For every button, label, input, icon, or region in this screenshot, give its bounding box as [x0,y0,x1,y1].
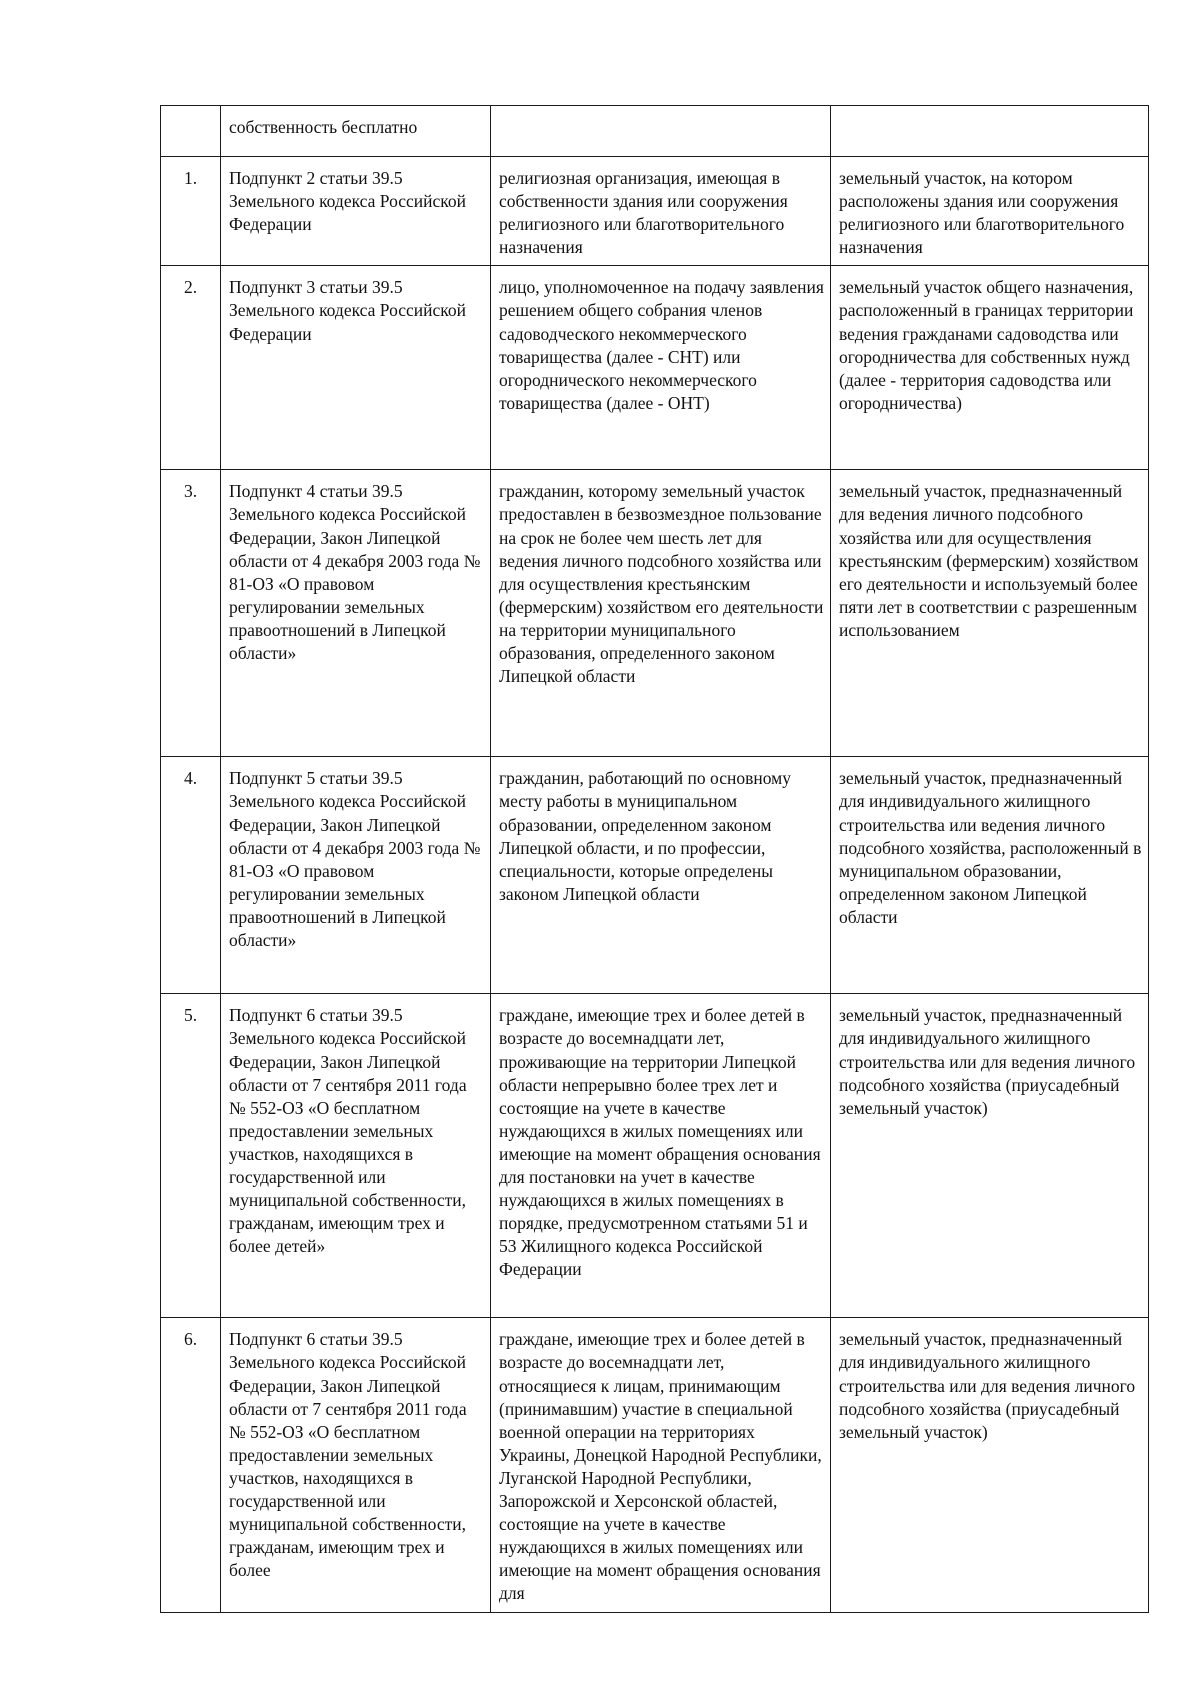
land-allocation-table [160,105,1149,1613]
basis-cell: Подпункт 5 статьи 39.5 Земельного кодекса Российской Федерации, Закон Липецкой области от 4 декабря 2003 года № 81-ОЗ «О правовом регулировании земельных правоотношений в Липецкой области» [221,757,491,994]
plot-cell: земельный участок, на котором расположены здания или сооружения религиозного или благотворительного назначения [831,157,1149,266]
row-number: 5. [161,994,221,1318]
table-row [161,1318,1149,1612]
recipient-cell [491,106,831,157]
basis-cell: Подпункт 6 статьи 39.5 Земельного кодекса Российской Федерации, Закон Липецкой области от 7 сентября 2011 года № 552-ОЗ «О бесплатном предоставлении земельных участков, находящихся в государственной или муниципальной собственности, гражданам, имеющим трех и более детей» [221,994,491,1318]
row-number: 6. [161,1318,221,1612]
table-row [161,757,1149,994]
basis-cell: Подпункт 3 статьи 39.5 Земельного кодекса Российской Федерации [221,266,491,470]
table-row [161,994,1149,1318]
basis-cell: Подпункт 2 статьи 39.5 Земельного кодекса Российской Федерации [221,157,491,266]
table-row [161,157,1149,266]
row-number: 3. [161,470,221,757]
basis-cell: собственность бесплатно [221,106,491,157]
plot-cell: земельный участок, предназначенный для ведения личного подсобного хозяйства или для осуществления крестьянским (фермерским) хозяйством его деятельности и используемый более пяти лет в соответствии с разрешенным использованием [831,470,1149,757]
recipient-cell: гражданин, которому земельный участок предоставлен в безвозмездное пользование на срок не более чем шесть лет для ведения личного подсобного хозяйства или для осуществления крестьянским (фермерским) хозяйством его деятельности на территории муниципального образования, определенного законом Липецкой области [491,470,831,757]
table-row [161,266,1149,470]
recipient-cell: граждане, имеющие трех и более детей в возрасте до восемнадцати лет, относящиеся к лицам, принимающим (принимавшим) участие в специальной военной операции на территориях Украины, Донецкой Народной Республики, Луганской Народной Республики, Запорожской и Херсонской областей, состоящие на учете в качестве нуждающихся в жилых помещениях или имеющие на момент обращения основания для [491,1318,831,1612]
row-number: 1. [161,157,221,266]
plot-cell: земельный участок, предназначенный для индивидуального жилищного строительства или ведения личного подсобного хозяйства, расположенный в муниципальном образовании, определенном законом Липецкой области [831,757,1149,994]
recipient-cell: лицо, уполномоченное на подачу заявления решением общего собрания членов садоводческого некоммерческого товарищества (далее - СНТ) или огороднического некоммерческого товарищества (далее - ОНТ) [491,266,831,470]
recipient-cell: религиозная организация, имеющая в собственности здания или сооружения религиозного или благотворительного назначения [491,157,831,266]
table-row [161,470,1149,757]
row-number [161,106,221,157]
table-row [161,106,1149,157]
plot-cell [831,106,1149,157]
recipient-cell: гражданин, работающий по основному месту работы в муниципальном образовании, определенном законом Липецкой области, и по профессии, специальности, которые определены законом Липецкой области [491,757,831,994]
recipient-cell: граждане, имеющие трех и более детей в возрасте до восемнадцати лет, проживающие на территории Липецкой области непрерывно более трех лет и состоящие на учете в качестве нуждающихся в жилых помещениях или имеющие на момент обращения основания для постановки на учет в качестве нуждающихся в жилых помещениях в порядке, предусмотренном статьями 51 и 53 Жилищного кодекса Российской Федерации [491,994,831,1318]
basis-cell: Подпункт 6 статьи 39.5 Земельного кодекса Российской Федерации, Закон Липецкой области от 7 сентября 2011 года № 552-ОЗ «О бесплатном предоставлении земельных участков, находящихся в государственной или муниципальной собственности, гражданам, имеющим трех и более [221,1318,491,1612]
plot-cell: земельный участок общего назначения, расположенный в границах территории ведения гражданами садоводства или огородничества для собственных нужд (далее - территория садоводства или огородничества) [831,266,1149,470]
plot-cell: земельный участок, предназначенный для индивидуального жилищного строительства или для ведения личного подсобного хозяйства (приусадебный земельный участок) [831,1318,1149,1612]
row-number: 4. [161,757,221,994]
plot-cell: земельный участок, предназначенный для индивидуального жилищного строительства или для ведения личного подсобного хозяйства (приусадебный земельный участок) [831,994,1149,1318]
basis-cell: Подпункт 4 статьи 39.5 Земельного кодекса Российской Федерации, Закон Липецкой области от 4 декабря 2003 года № 81-ОЗ «О правовом регулировании земельных правоотношений в Липецкой области» [221,470,491,757]
row-number: 2. [161,266,221,470]
